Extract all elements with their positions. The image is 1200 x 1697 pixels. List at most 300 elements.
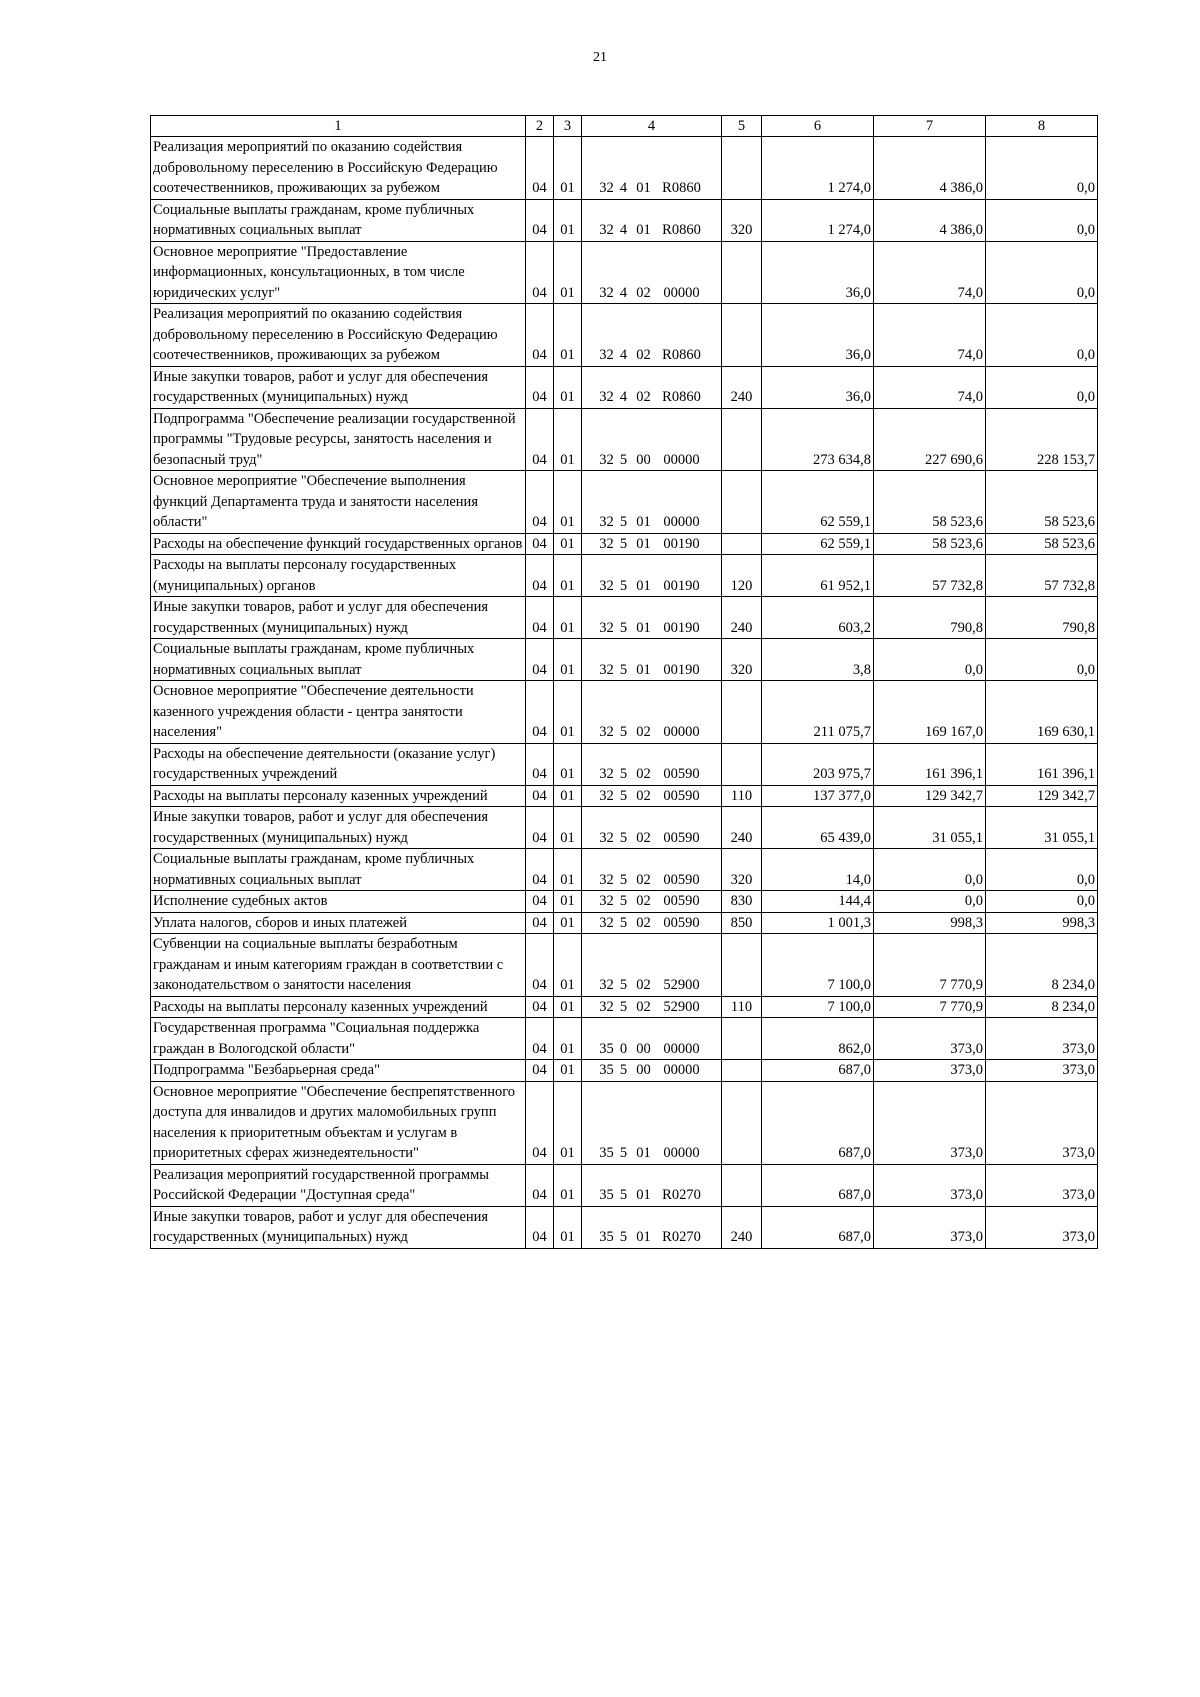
target-article-cell [582,996,722,1018]
table-row [151,241,1098,304]
amount-cell-8: 58 523,6 [986,533,1098,555]
table-row [151,1018,1098,1060]
subsection-code-cell: 01 [554,533,582,555]
table-row [151,199,1098,241]
amount-cell-8: 373,0 [986,1060,1098,1082]
section-code-cell: 04 [526,1018,554,1060]
target-article-part: 00000 [663,724,700,740]
table-row [151,807,1098,849]
amount-cell-6: 3,8 [762,639,874,681]
amount-cell-6: 1 274,0 [762,137,874,200]
target-article-part: 32 [599,724,614,740]
target-article-part: R0860 [662,180,701,196]
expense-name-cell: Реализация мероприятий по оказанию содействия добровольному переселению в Российскую Федерацию соотечественников, проживающих за рубежом [151,137,526,200]
expense-type-cell: 120 [722,555,762,597]
amount-cell-6: 203 975,7 [762,743,874,785]
target-article-part: 00000 [663,284,700,301]
expense-name-cell: Исполнение судебных актов [151,891,526,913]
section-code-cell: 04 [526,807,554,849]
target-article-part: 5 [619,893,628,909]
amount-cell-7: 58 523,6 [874,471,986,534]
expense-name-cell: Расходы на выплаты персоналу казенных учреждений [151,785,526,807]
amount-cell-7: 74,0 [874,241,986,304]
target-article-cell [582,533,722,555]
target-article-part: 01 [636,514,651,530]
table-row [151,891,1098,913]
amount-cell-7: 161 396,1 [874,743,986,785]
amount-cell-8: 373,0 [986,1164,1098,1206]
target-article-part: 01 [636,222,651,238]
amount-cell-6: 36,0 [762,366,874,408]
subsection-code-cell: 01 [554,408,582,471]
target-article-part: 01 [636,1145,651,1161]
target-article-part: 5 [619,1145,628,1161]
section-code-cell: 04 [526,681,554,744]
section-code-cell: 04 [526,304,554,367]
table-header-row [151,116,1098,137]
target-article-part: 02 [636,787,651,804]
target-article-part: 02 [636,724,651,740]
target-article-part: R0270 [662,1187,701,1203]
amount-cell-8: 998,3 [986,912,1098,934]
section-code-cell: 04 [526,639,554,681]
expense-name-cell: Подпрограмма "Обеспечение реализации государственной программы "Трудовые ресурсы, занятость населения и безопасный труд" [151,408,526,471]
subsection-code-cell: 01 [554,681,582,744]
target-article-part: 5 [619,577,628,594]
expense-type-cell [722,241,762,304]
amount-cell-7: 129 342,7 [874,785,986,807]
expense-name-cell: Подпрограмма "Безбарьерная среда" [151,1060,526,1082]
expense-type-cell [722,471,762,534]
amount-cell-7: 74,0 [874,366,986,408]
target-article-part: 00000 [663,1145,700,1161]
table-row [151,471,1098,534]
amount-cell-6: 61 952,1 [762,555,874,597]
target-article-part: 00590 [663,787,700,804]
expense-type-cell: 240 [722,807,762,849]
section-code-cell: 04 [526,912,554,934]
target-article-cell [582,408,722,471]
amount-cell-8: 373,0 [986,1206,1098,1248]
amount-cell-6: 1 274,0 [762,199,874,241]
target-article-part: 02 [636,893,651,909]
section-code-cell: 04 [526,743,554,785]
target-article-cell [582,891,722,913]
amount-cell-6: 603,2 [762,597,874,639]
header-cell: 4 [582,116,722,137]
target-article-part: 35 [599,1229,614,1245]
subsection-code-cell: 01 [554,1060,582,1082]
table-row [151,1164,1098,1206]
target-article-part: 02 [636,284,651,301]
target-article-part: R0270 [662,1229,701,1245]
amount-cell-7: 4 386,0 [874,199,986,241]
expense-name-cell: Иные закупки товаров, работ и услуг для обеспечения государственных (муниципальных) нужд [151,597,526,639]
table-row [151,366,1098,408]
amount-cell-6: 36,0 [762,304,874,367]
subsection-code-cell: 01 [554,849,582,891]
table-row [151,681,1098,744]
expense-name-cell: Уплата налогов, сборов и иных платежей [151,912,526,934]
target-article-part: 02 [636,347,651,363]
target-article-part: 5 [619,1187,628,1203]
amount-cell-8: 228 153,7 [986,408,1098,471]
amount-cell-6: 7 100,0 [762,996,874,1018]
amount-cell-7: 373,0 [874,1060,986,1082]
section-code-cell: 04 [526,785,554,807]
expense-name-cell: Социальные выплаты гражданам, кроме публичных нормативных социальных выплат [151,199,526,241]
expense-type-cell [722,533,762,555]
amount-cell-8: 161 396,1 [986,743,1098,785]
target-article-cell [582,785,722,807]
target-article-part: 52900 [663,998,700,1015]
target-article-part: 32 [599,661,614,678]
target-article-cell [582,934,722,997]
target-article-part: 35 [599,1062,614,1078]
subsection-code-cell: 01 [554,743,582,785]
subsection-code-cell: 01 [554,1018,582,1060]
subsection-code-cell: 01 [554,1164,582,1206]
expense-type-cell: 110 [722,785,762,807]
target-article-part: 5 [619,514,628,530]
amount-cell-6: 144,4 [762,891,874,913]
amount-cell-8: 0,0 [986,366,1098,408]
target-article-part: 02 [636,829,651,846]
expense-name-cell: Иные закупки товаров, работ и услуг для обеспечения государственных (муниципальных) нужд [151,807,526,849]
table-row [151,996,1098,1018]
subsection-code-cell: 01 [554,639,582,681]
table-row [151,639,1098,681]
amount-cell-7: 373,0 [874,1018,986,1060]
subsection-code-cell: 01 [554,597,582,639]
target-article-part: 32 [599,998,614,1015]
target-article-part: 32 [599,577,614,594]
target-article-part: 01 [636,535,651,552]
table-row [151,408,1098,471]
header-cell: 5 [722,116,762,137]
section-code-cell: 04 [526,849,554,891]
target-article-cell [582,1206,722,1248]
section-code-cell: 04 [526,1060,554,1082]
expense-type-cell [722,743,762,785]
target-article-cell [582,912,722,934]
header-cell: 7 [874,116,986,137]
target-article-part: 01 [636,619,651,636]
amount-cell-8: 8 234,0 [986,996,1098,1018]
target-article-cell [582,849,722,891]
subsection-code-cell: 01 [554,304,582,367]
amount-cell-6: 1 001,3 [762,912,874,934]
expense-name-cell: Государственная программа "Социальная поддержка граждан в Вологодской области" [151,1018,526,1060]
target-article-part: 5 [619,787,628,804]
table-row [151,934,1098,997]
subsection-code-cell: 01 [554,366,582,408]
target-article-cell [582,1164,722,1206]
expense-type-cell [722,408,762,471]
amount-cell-6: 687,0 [762,1164,874,1206]
amount-cell-7: 0,0 [874,891,986,913]
amount-cell-7: 373,0 [874,1164,986,1206]
amount-cell-6: 862,0 [762,1018,874,1060]
target-article-cell [582,137,722,200]
section-code-cell: 04 [526,408,554,471]
target-article-part: 5 [619,535,628,552]
amount-cell-7: 7 770,9 [874,934,986,997]
target-article-cell [582,639,722,681]
amount-cell-6: 36,0 [762,241,874,304]
target-article-part: 5 [619,451,628,468]
section-code-cell: 04 [526,555,554,597]
amount-cell-6: 65 439,0 [762,807,874,849]
table-row [151,533,1098,555]
target-article-cell [582,1081,722,1164]
amount-cell-7: 7 770,9 [874,996,986,1018]
amount-cell-8: 0,0 [986,639,1098,681]
target-article-part: 32 [599,535,614,552]
target-article-part: R0860 [662,347,701,363]
target-article-part: 5 [619,914,628,931]
budget-table [150,115,1098,1249]
target-article-part: 01 [636,661,651,678]
amount-cell-6: 137 377,0 [762,785,874,807]
target-article-part: 00190 [663,535,700,552]
subsection-code-cell: 01 [554,199,582,241]
table-row [151,785,1098,807]
target-article-part: 00190 [663,661,700,678]
amount-cell-6: 273 634,8 [762,408,874,471]
expense-type-cell [722,137,762,200]
header-cell: 2 [526,116,554,137]
table-row [151,555,1098,597]
target-article-cell [582,199,722,241]
expense-type-cell [722,681,762,744]
target-article-part: 01 [636,180,651,196]
target-article-part: 5 [619,998,628,1015]
subsection-code-cell: 01 [554,912,582,934]
expense-type-cell [722,1164,762,1206]
header-cell: 6 [762,116,874,137]
target-article-part: 4 [619,180,628,196]
target-article-part: 00590 [663,914,700,931]
target-article-part: 32 [599,347,614,363]
target-article-part: 35 [599,1040,614,1057]
amount-cell-6: 211 075,7 [762,681,874,744]
target-article-part: 5 [619,661,628,678]
target-article-part: 02 [636,389,651,405]
section-code-cell: 04 [526,891,554,913]
subsection-code-cell: 01 [554,785,582,807]
target-article-part: R0860 [662,222,701,238]
amount-cell-8: 0,0 [986,891,1098,913]
expense-type-cell [722,934,762,997]
subsection-code-cell: 01 [554,807,582,849]
section-code-cell: 04 [526,533,554,555]
expense-type-cell [722,304,762,367]
subsection-code-cell: 01 [554,934,582,997]
expense-type-cell [722,1081,762,1164]
table-body [151,137,1098,1249]
expense-name-cell: Расходы на обеспечение деятельности (оказание услуг) государственных учреждений [151,743,526,785]
target-article-part: 02 [636,766,651,782]
amount-cell-7: 74,0 [874,304,986,367]
target-article-part: 32 [599,829,614,846]
section-code-cell: 04 [526,199,554,241]
target-article-part: R0860 [662,389,701,405]
target-article-cell [582,471,722,534]
target-article-cell [582,743,722,785]
target-article-part: 32 [599,284,614,301]
expense-name-cell: Субвенции на социальные выплаты безработным гражданам и иным категориям граждан в соответствии с законодательством о занятости населения [151,934,526,997]
target-article-part: 00590 [663,766,700,782]
amount-cell-7: 790,8 [874,597,986,639]
target-article-part: 4 [619,347,628,363]
amount-cell-7: 373,0 [874,1081,986,1164]
target-article-part: 00590 [663,871,700,888]
expense-type-cell: 320 [722,639,762,681]
amount-cell-7: 4 386,0 [874,137,986,200]
subsection-code-cell: 01 [554,1081,582,1164]
amount-cell-8: 57 732,8 [986,555,1098,597]
amount-cell-8: 0,0 [986,199,1098,241]
subsection-code-cell: 01 [554,996,582,1018]
expense-name-cell: Расходы на обеспечение функций государственных органов [151,533,526,555]
amount-cell-8: 0,0 [986,137,1098,200]
target-article-part: 00000 [663,451,700,468]
target-article-part: 32 [599,514,614,530]
target-article-part: 5 [619,977,628,993]
amount-cell-7: 227 690,6 [874,408,986,471]
expense-name-cell: Реализация мероприятий по оказанию содействия добровольному переселению в Российскую Федерацию соотечественников, проживающих за рубежом [151,304,526,367]
table-row [151,1060,1098,1082]
section-code-cell: 04 [526,137,554,200]
subsection-code-cell: 01 [554,555,582,597]
expense-type-cell: 830 [722,891,762,913]
subsection-code-cell: 01 [554,137,582,200]
target-article-part: 32 [599,222,614,238]
expense-name-cell: Расходы на выплаты персоналу государственных (муниципальных) органов [151,555,526,597]
target-article-part: 32 [599,389,614,405]
target-article-cell [582,807,722,849]
target-article-part: 5 [619,1062,628,1078]
header-cell: 3 [554,116,582,137]
amount-cell-8: 169 630,1 [986,681,1098,744]
subsection-code-cell: 01 [554,1206,582,1248]
target-article-part: 32 [599,871,614,888]
expense-name-cell: Социальные выплаты гражданам, кроме публичных нормативных социальных выплат [151,639,526,681]
amount-cell-7: 57 732,8 [874,555,986,597]
target-article-part: 00590 [663,893,700,909]
section-code-cell: 04 [526,1081,554,1164]
target-article-part: 5 [619,1229,628,1245]
target-article-part: 5 [619,619,628,636]
target-article-part: 32 [599,451,614,468]
header-cell: 1 [151,116,526,137]
amount-cell-8: 373,0 [986,1081,1098,1164]
section-code-cell: 04 [526,241,554,304]
target-article-part: 00 [636,451,651,468]
expense-type-cell: 320 [722,199,762,241]
expense-type-cell [722,1018,762,1060]
target-article-part: 4 [619,389,628,405]
amount-cell-6: 62 559,1 [762,533,874,555]
amount-cell-8: 0,0 [986,304,1098,367]
amount-cell-6: 687,0 [762,1060,874,1082]
target-article-part: 00 [636,1040,651,1057]
target-article-part: 4 [619,284,628,301]
amount-cell-6: 14,0 [762,849,874,891]
amount-cell-6: 7 100,0 [762,934,874,997]
target-article-part: 00000 [663,1062,700,1078]
page-number: 21 [593,50,607,65]
target-article-part: 01 [636,1187,651,1203]
amount-cell-8: 790,8 [986,597,1098,639]
section-code-cell: 04 [526,1206,554,1248]
section-code-cell: 04 [526,597,554,639]
table-row [151,1081,1098,1164]
table-row [151,912,1098,934]
target-article-cell [582,1018,722,1060]
amount-cell-8: 31 055,1 [986,807,1098,849]
target-article-part: 02 [636,914,651,931]
target-article-cell [582,304,722,367]
section-code-cell: 04 [526,366,554,408]
subsection-code-cell: 01 [554,241,582,304]
table-row [151,597,1098,639]
target-article-part: 32 [599,766,614,782]
table-row [151,137,1098,200]
target-article-part: 32 [599,914,614,931]
amount-cell-8: 0,0 [986,849,1098,891]
target-article-part: 32 [599,893,614,909]
expense-type-cell [722,1060,762,1082]
expense-type-cell: 850 [722,912,762,934]
target-article-part: 52900 [663,977,700,993]
target-article-cell [582,1060,722,1082]
expense-name-cell: Реализация мероприятий государственной программы Российской Федерации "Доступная среда" [151,1164,526,1206]
target-article-part: 00 [636,1062,651,1078]
expense-name-cell: Основное мероприятие "Предоставление информационных, консультационных, в том числе юридических услуг" [151,241,526,304]
target-article-cell [582,555,722,597]
amount-cell-7: 58 523,6 [874,533,986,555]
amount-cell-6: 62 559,1 [762,471,874,534]
target-article-part: 00000 [663,514,700,530]
section-code-cell: 04 [526,1164,554,1206]
expense-name-cell: Социальные выплаты гражданам, кроме публичных нормативных социальных выплат [151,849,526,891]
expense-name-cell: Основное мероприятие "Обеспечение деятельности казенного учреждения области - центра занятости населения" [151,681,526,744]
expense-name-cell: Расходы на выплаты персоналу казенных учреждений [151,996,526,1018]
target-article-part: 02 [636,977,651,993]
target-article-part: 01 [636,1229,651,1245]
expense-name-cell: Основное мероприятие "Обеспечение беспрепятственного доступа для инвалидов и других маломобильных групп населения к приоритетным объектам и услугам в приоритетных сферах жизнедеятельности" [151,1081,526,1164]
target-article-part: 5 [619,766,628,782]
target-article-part: 5 [619,724,628,740]
target-article-part: 35 [599,1145,614,1161]
expense-type-cell: 240 [722,1206,762,1248]
target-article-part: 32 [599,180,614,196]
header-cell: 8 [986,116,1098,137]
table-row [151,743,1098,785]
table-row [151,849,1098,891]
expense-type-cell: 320 [722,849,762,891]
amount-cell-7: 998,3 [874,912,986,934]
amount-cell-8: 129 342,7 [986,785,1098,807]
target-article-part: 32 [599,619,614,636]
target-article-part: 32 [599,787,614,804]
target-article-part: 02 [636,871,651,888]
amount-cell-8: 0,0 [986,241,1098,304]
target-article-part: 32 [599,977,614,993]
expense-type-cell: 240 [722,597,762,639]
